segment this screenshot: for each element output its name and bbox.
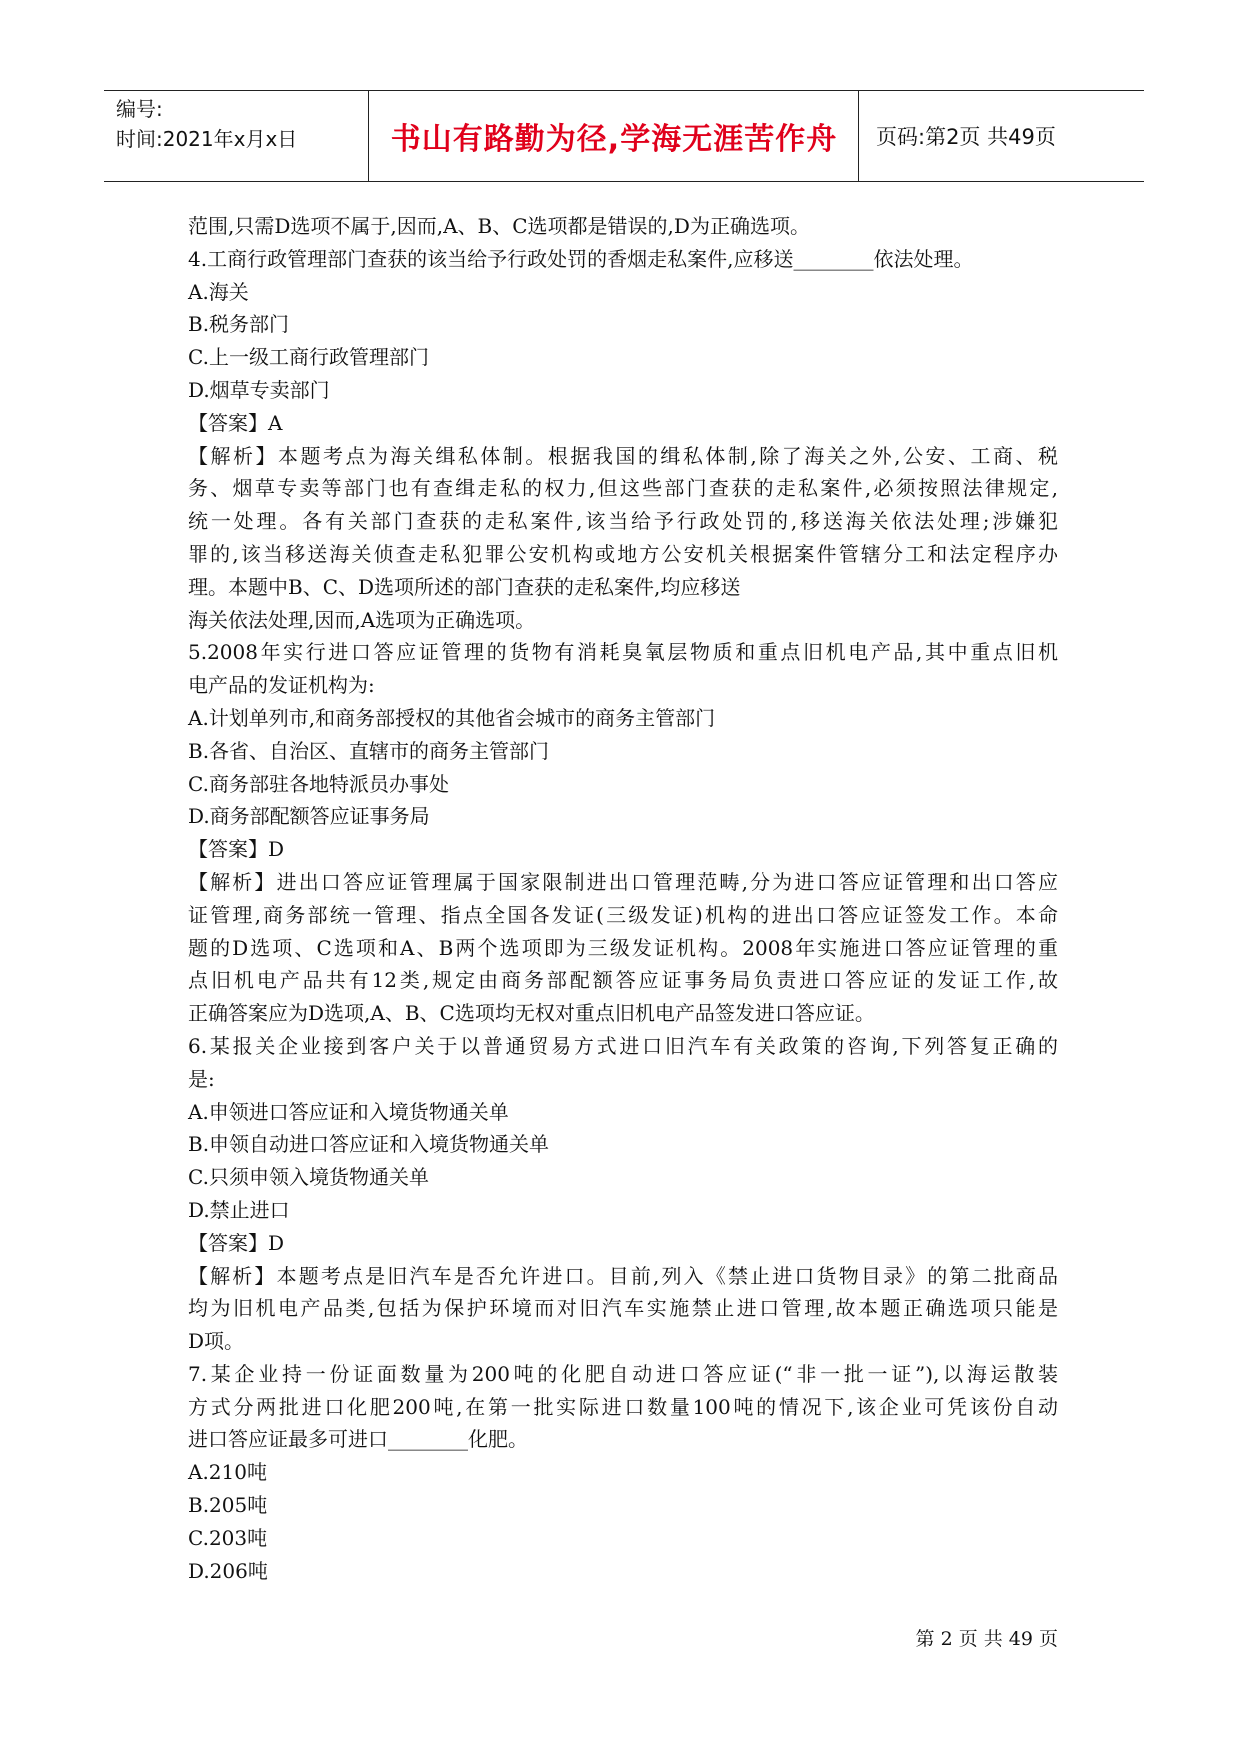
text-line: 电产品的发证机构为:: [188, 673, 375, 698]
text-line: A.申领进口答应证和入境货物通关单: [188, 1099, 509, 1124]
text-line: B.申领自动进口答应证和入境货物通关单: [188, 1132, 550, 1157]
text-line: A.海关: [188, 279, 249, 304]
text-line: 务、烟草专卖等部门也有查缉走私的权力,但这些部门查获的走私案件,必须按照法律规定,: [188, 476, 1058, 501]
text-line: C.上一级工商行政管理部门: [188, 345, 429, 370]
text-line: C.商务部驻各地特派员办事处: [188, 771, 449, 796]
document-time-label: 时间:2021年x月x日: [116, 127, 298, 151]
text-line: D.206吨: [188, 1558, 268, 1583]
header-page-number: 页码:第2页 共49页: [876, 125, 1056, 149]
document-body: [188, 210, 1058, 1587]
text-line: 证管理,商务部统一管理、指点全国各发证(三级发证)机构的进出口答应证签发工作。本命: [188, 902, 1058, 927]
text-line: A.210吨: [188, 1460, 267, 1485]
text-line: 均为旧机电产品类,包括为保护环境而对旧汽车实施禁止进口管理,故本题正确选项只能是: [188, 1296, 1058, 1321]
text-line: A.计划单列市,和商务部授权的其他省会城市的商务主管部门: [188, 705, 716, 730]
text-line: 【解析】本题考点是旧汽车是否允许进口。目前,列入《禁止进口货物目录》的第二批商品: [188, 1263, 1058, 1288]
text-line: 【解析】本题考点为海关缉私体制。根据我国的缉私体制,除了海关之外,公安、工商、税: [188, 443, 1058, 468]
text-line: 是:: [188, 1066, 215, 1091]
text-line: 题的D选项、C选项和A、B两个选项即为三级发证机构。2008年实施进口答应证管理的重: [188, 935, 1058, 960]
header-motto: 书山有路勤为径,学海无涯苦作舟: [390, 122, 838, 157]
text-line: 进口答应证最多可进口________化肥。: [188, 1427, 528, 1452]
text-line: 范围,只需D选项不属于,因而,A、B、C选项都是错误的,D为正确选项。: [188, 214, 810, 238]
text-line: 点旧机电产品共有12类,规定由商务部配额答应证事务局负责进口答应证的发证工作,故: [188, 968, 1058, 993]
text-line: 统一处理。各有关部门查获的走私案件,该当给予行政处罚的,移送海关依法处理;涉嫌犯: [188, 509, 1058, 534]
text-line: D.禁止进口: [188, 1197, 290, 1222]
text-line: D.烟草专卖部门: [188, 377, 330, 402]
text-line: 4.工商行政管理部门查获的该当给予行政处罚的香烟走私案件,应移送________依法处理。: [188, 246, 974, 271]
text-line: B.各省、自治区、直辖市的商务主管部门: [188, 738, 550, 763]
text-line: 【答案】D: [188, 837, 285, 862]
header-divider-right: [858, 91, 859, 181]
text-line: 6.某报关企业接到客户关于以普通贸易方式进口旧汽车有关政策的咨询,下列答复正确的: [188, 1033, 1058, 1058]
text-line: 【答案】D: [188, 1230, 285, 1255]
text-line: 【答案】A: [188, 410, 283, 435]
text-line: 方式分两批进口化肥200吨,在第一批实际进口数量100吨的情况下,该企业可凭该份自动: [188, 1394, 1058, 1419]
header-divider-left: [368, 91, 369, 181]
text-line: 【解析】进出口答应证管理属于国家限制进出口管理范畴,分为进口答应证管理和出口答应: [188, 869, 1058, 894]
text-line: B.税务部门: [188, 312, 290, 337]
page-footer: 第 2 页 共 49 页: [915, 1628, 1058, 1650]
page-header: [104, 90, 1144, 182]
text-line: 7.某企业持一份证面数量为200吨的化肥自动进口答应证(“非一批一证”),以海运散装: [188, 1361, 1058, 1386]
text-line: C.203吨: [188, 1525, 268, 1550]
text-line: 正确答案应为D选项,A、B、C选项均无权对重点旧机电产品签发进口答应证。: [188, 1001, 875, 1026]
text-line: 理。本题中B、C、D选项所述的部门查获的走私案件,均应移送: [188, 574, 741, 599]
document-number-label: 编号:: [116, 97, 163, 121]
text-line: 5.2008年实行进口答应证管理的货物有消耗臭氧层物质和重点旧机电产品,其中重点旧机: [188, 640, 1058, 665]
text-line: B.205吨: [188, 1493, 268, 1518]
text-line: 罪的,该当移送海关侦查走私犯罪公安机构或地方公安机关根据案件管辖分工和法定程序办: [188, 541, 1058, 566]
text-line: C.只须申领入境货物通关单: [188, 1165, 429, 1190]
text-line: D.商务部配额答应证事务局: [188, 804, 430, 829]
header-meta: [116, 94, 297, 154]
text-line: D项。: [188, 1329, 245, 1354]
text-line: 海关依法处理,因而,A选项为正确选项。: [188, 607, 536, 632]
